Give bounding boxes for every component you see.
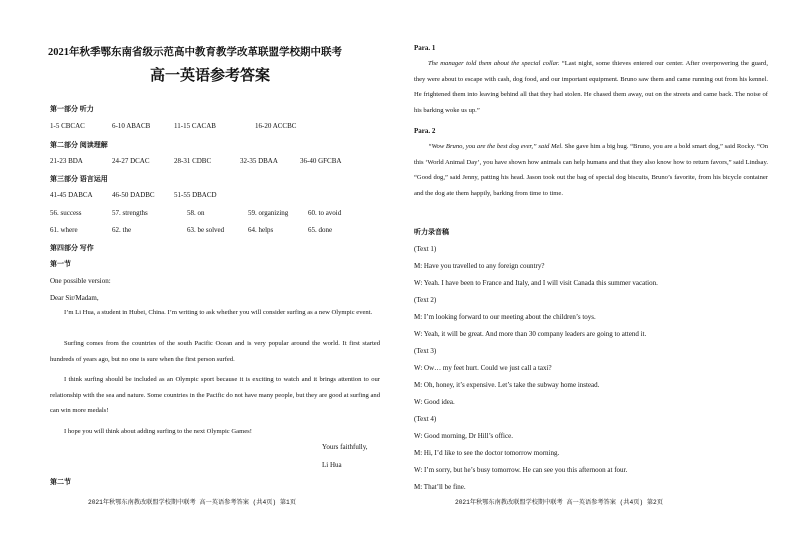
- answer-group: 16-20 ACCBC: [255, 122, 297, 130]
- answer-group: 41-45 DABCA: [50, 191, 93, 199]
- transcript-line: W: I’m sorry, but he’s busy tomorrow. He can see you this afternoon at four.: [414, 466, 628, 474]
- story-paragraph: [414, 56, 768, 118]
- transcript-line: M: Oh, honey, it’s expensive. Let’s take the subway home instead.: [414, 381, 600, 389]
- transcript-line: (Text 4): [414, 415, 437, 423]
- exam-title: 2021年秋季鄂东南省级示范高中教育教学改革联盟学校期中联考: [48, 47, 342, 58]
- answer-item: 58. on: [187, 209, 205, 217]
- transcript-line: M: Have you travelled to any foreign country?: [414, 262, 545, 270]
- page-title: 高一英语参考答案: [150, 68, 271, 84]
- transcript-line: W: Yeah. I have been to France and Italy, and I will visit Canada this summer vacation.: [414, 279, 658, 287]
- answer-group: 32-35 DBAA: [240, 157, 278, 165]
- answer-item: 56. success: [50, 209, 82, 217]
- essay-paragraph: Surfing comes from the countries of the south Pacific Ocean and is very popular around the world. It first started hundreds of years ago, but no one is sure when the first person surfed.: [50, 340, 380, 363]
- section-heading: 第二节: [50, 478, 71, 486]
- para-body: “Last night, some thieves entered our center. After overpowering the guard, they were about to escape with cash, dog food, and our important equipment. Bruno saw them and came running out from his kennel. He frightened them into leaving behind all that they had stolen. He chased them away, out on the streets and came back. The noise of his barking woke us up.”: [414, 60, 768, 114]
- transcript-line: M: I’m looking forward to our meeting about the children’s toys.: [414, 313, 596, 321]
- essay-paragraph: I hope you will think about adding surfing to the next Olympic Games!: [64, 428, 252, 435]
- answer-item: 57. strengths: [112, 209, 148, 217]
- closing: Yours faithfully,: [322, 443, 368, 451]
- answer-item: 60. to avoid: [308, 209, 342, 217]
- answer-item: 63. be solved: [187, 226, 225, 234]
- para-lead-sentence: “Wow Bruno, you are the best dog ever,” said Mel.: [428, 143, 563, 150]
- essay-paragraph: I’m Li Hua, a student in Hubei, China. I’m writing to ask whether you will consider surfing as a new Olympic event.: [64, 309, 373, 316]
- transcript-line: W: Good morning, Dr Hill’s office.: [414, 432, 513, 440]
- answer-item: 62. the: [112, 226, 132, 234]
- transcript-line: (Text 2): [414, 296, 437, 304]
- answer-group: 51-55 DBACD: [174, 191, 217, 199]
- para-lead-sentence: The manager told them about the special collar.: [428, 60, 560, 67]
- story-paragraph: [414, 139, 768, 201]
- page-footer: 2021年秋鄂东南教改联盟学校期中联考 高一英语参考答案 (共4页) 第1页: [88, 499, 296, 506]
- para-body: She gave him a big hug. “Bruno, you are a bold smart dog,” said Rocky. “On this ‘World Animal Day’, you have shown how animals can help humans and that they also know how to return favors,” said Lindsay. “Good dog,” said Jenny, patting his head. Jason took out the bag of special dog biscuits, Bruno’s favorite, from his bicycle container and the dog ate them happily, barking from time to time.: [414, 143, 769, 197]
- answer-group: 36-40 GFCBA: [300, 157, 342, 165]
- answer-group: 1-5 CBCAC: [50, 122, 85, 130]
- salutation: Dear Sir/Madam,: [50, 294, 99, 302]
- part2-heading: 第二部分 阅读理解: [50, 141, 108, 149]
- part3-heading: 第三部分 语言运用: [50, 175, 108, 183]
- answer-group: 21-23 BDA: [50, 157, 83, 165]
- answer-group: 11-15 CACAB: [174, 122, 216, 130]
- answer-item: 64. helps: [248, 226, 274, 234]
- listening-heading: 听力录音稿: [414, 228, 449, 236]
- transcript-line: W: Yeah, it will be great. And more than 30 company leaders are going to attend it.: [414, 330, 647, 338]
- section-heading: 第一节: [50, 260, 71, 268]
- part4-heading: 第四部分 写作: [50, 244, 94, 252]
- answer-item: 61. where: [50, 226, 78, 234]
- answer-group: 6-10 ABACB: [112, 122, 151, 130]
- transcript-line: (Text 1): [414, 245, 437, 253]
- transcript-line: M: That’ll be fine.: [414, 483, 466, 491]
- answer-item: 59. organizing: [248, 209, 289, 217]
- answer-group: 46-50 DADBC: [112, 191, 155, 199]
- transcript-line: M: Hi, I’d like to see the doctor tomorrow morning.: [414, 449, 560, 457]
- part1-heading: 第一部分 听力: [50, 105, 94, 113]
- para-label: Para. 1: [414, 44, 436, 52]
- para-label: Para. 2: [414, 127, 436, 135]
- essay-paragraph: I think surfing should be included as an Olympic sport because it is exciting to watch and it brings attention to our relationship with the sea and nature. Some countries in the Pacific do not have many people, but they are good at surfing and can win more medals!: [50, 376, 380, 415]
- answer-group: 28-31 CDBC: [174, 157, 212, 165]
- right-page: [397, 0, 794, 550]
- transcript-line: (Text 3): [414, 347, 437, 355]
- transcript-line: W: Good idea.: [414, 398, 455, 406]
- answer-group: 24-27 DCAC: [112, 157, 150, 165]
- answer-item: 65. done: [308, 226, 333, 234]
- transcript-line: W: Ow… my feet hurt. Could we just call a taxi?: [414, 364, 552, 372]
- page-footer: 2021年秋鄂东南教改联盟学校期中联考 高一英语参考答案 (共4页) 第2页: [455, 499, 663, 506]
- version-label: One possible version:: [50, 277, 111, 285]
- signature: Li Hua: [322, 461, 342, 469]
